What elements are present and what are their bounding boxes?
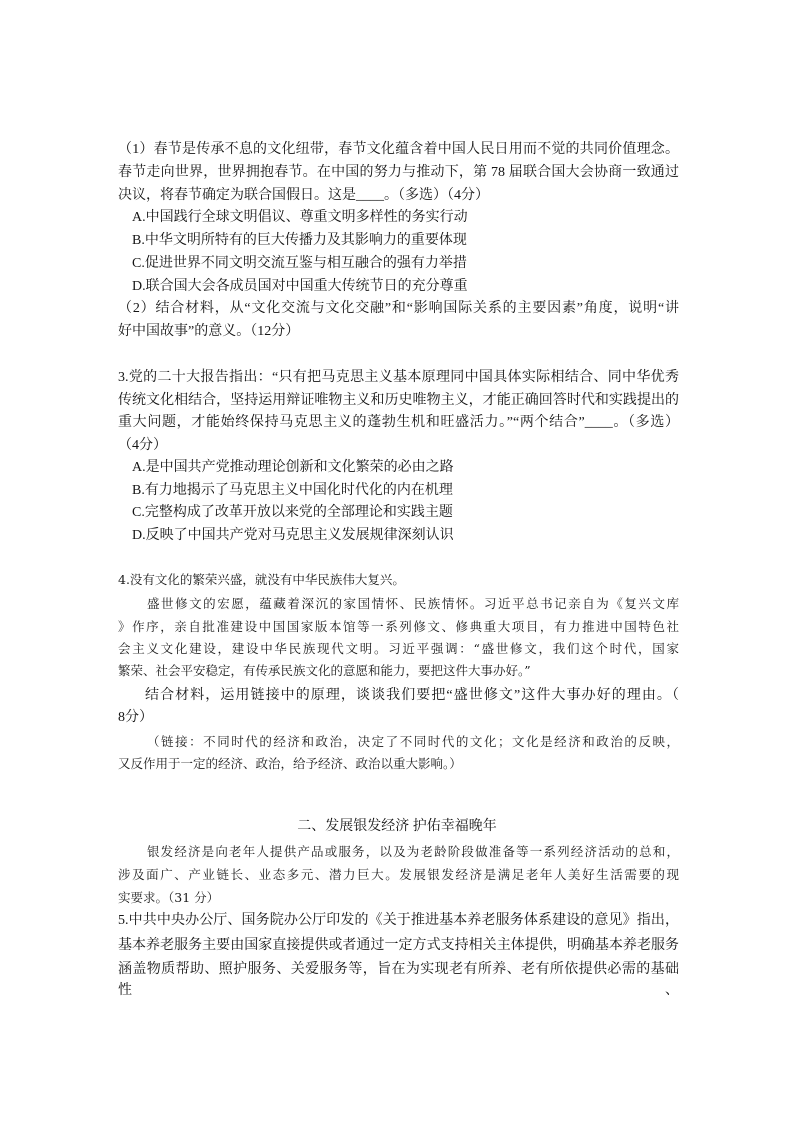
q1-sub2-line: 好中国故事”的意义。（12分） — [118, 324, 300, 339]
q4-task-line: 结合材料，运用链接中的原理，谈谈我们要把“盛世修文”这件大事办好的理由。（ — [145, 688, 679, 703]
q3-stem-line: 传统文化相结合，坚持运用辩证唯物主义和历史唯物主义，才能正确回答时代和实践提出的 — [118, 393, 679, 408]
q1-option-c: C.促进世界不同文明交流互鉴与相互融合的强有力举措 — [132, 256, 467, 271]
q3-option-d: D.反映了中国共产党对马克思主义发展规律深刻认识 — [132, 528, 454, 543]
q5-stem-line: 基本养老服务主要由国家直接提供或者通过一定方式支持相关主体提供，明确基本养老服务 — [118, 938, 679, 953]
q4-link-line: 又反作用于一定的经济、政治，给予经济、政治以重大影响。） — [118, 756, 462, 771]
q3-stem-line: 3.党的二十大报告指出：“只有把马克思主义基本原理同中国具体实际相结合、同中华优秀 — [118, 370, 679, 385]
q1-option-b: B.中华文明所特有的巨大传播力及其影响力的重要体现 — [132, 233, 467, 248]
q4-material-line: 》作序，亲自批准建设中国国家版本馆等一系列修文、修典重大项目，有力推进中国特色社 — [118, 619, 679, 634]
q3-option-b: B.有力地揭示了马克思主义中国化时代化的内在机理 — [132, 483, 453, 498]
q4-title: 4.没有文化的繁荣兴盛，就没有中华民族伟大复兴。 — [118, 572, 405, 587]
q1-stem-line: 决议，将春节确定为联合国假日。这是____。（多选）（4分） — [118, 188, 489, 203]
section-heading: 二、发展银发经济 护佑幸福晚年 — [297, 819, 497, 834]
section-intro-line: 涉及面广、产业链长、业态多元、潜力巨大。发展银发经济是满足老年人美好生活需要的现 — [118, 867, 679, 882]
q4-material-line: 盛世修文的宏愿，蕴藏着深沉的家国情怀、民族情怀。习近平总书记亲自为《复兴文库 — [147, 596, 679, 611]
q3-stem-line: 重大问题，才能始终保持马克思主义的蓬勃生机和旺盛活力。”“两个结合”____。（多选） — [118, 415, 679, 430]
q3-option-a: A.是中国共产党推动理论创新和文化繁荣的必由之路 — [132, 460, 454, 475]
q4-link-line: （链接：不同时代的经济和政治，决定了不同时代的文化；文化是经济和政治的反映， — [147, 734, 679, 749]
q1-stem-line: 春节走向世界，世界拥抱春节。在中国的努力与推动下，第 78 届联合国大会协商一致通过 — [118, 165, 679, 180]
q1-stem-line: （1）春节是传承不息的文化纽带，春节文化蕴含着中国人民日用而不觉的共同价值理念。 — [118, 142, 679, 157]
q1-option-d: D.联合国大会各成员国对中国重大传统节日的充分尊重 — [132, 279, 468, 294]
q1-option-a: A.中国践行全球文明倡议、尊重文明多样性的务实行动 — [132, 210, 468, 225]
q1-sub2-line: （2）结合材料，从“文化交流与文化交融”和“影响国际关系的主要因素”角度，说明“讲 — [118, 301, 679, 316]
q4-material-line: 会主义文化建设，建设中华民族现代文明。习近平强调：“盛世修文，我们这个时代，国家 — [118, 641, 679, 656]
q5-stem-line: 涵盖物质帮助、照护服务、关爱服务等，旨在为实现老有所养、老有所依提供必需的基础性、 — [118, 962, 679, 998]
q4-material-line: 繁荣、社会平安稳定，有传承民族文化的意愿和能力，要把这件大事办好。” — [118, 663, 531, 678]
q3-stem-line: （4分） — [118, 438, 167, 453]
q5-stem-line: 5.中共中央办公厅、国务院办公厅印发的《关于推进基本养老服务体系建设的意见》指出， — [118, 913, 679, 928]
section-intro-line: 实要求。（31 分） — [118, 890, 220, 905]
q4-task-line: 8分） — [118, 710, 153, 725]
section-intro-line: 银发经济是向老年人提供产品或服务，以及为老龄阶段做准备等一系列经济活动的总和， — [147, 844, 679, 859]
q3-option-c: C.完整构成了改革开放以来党的全部理论和实践主题 — [132, 505, 453, 520]
